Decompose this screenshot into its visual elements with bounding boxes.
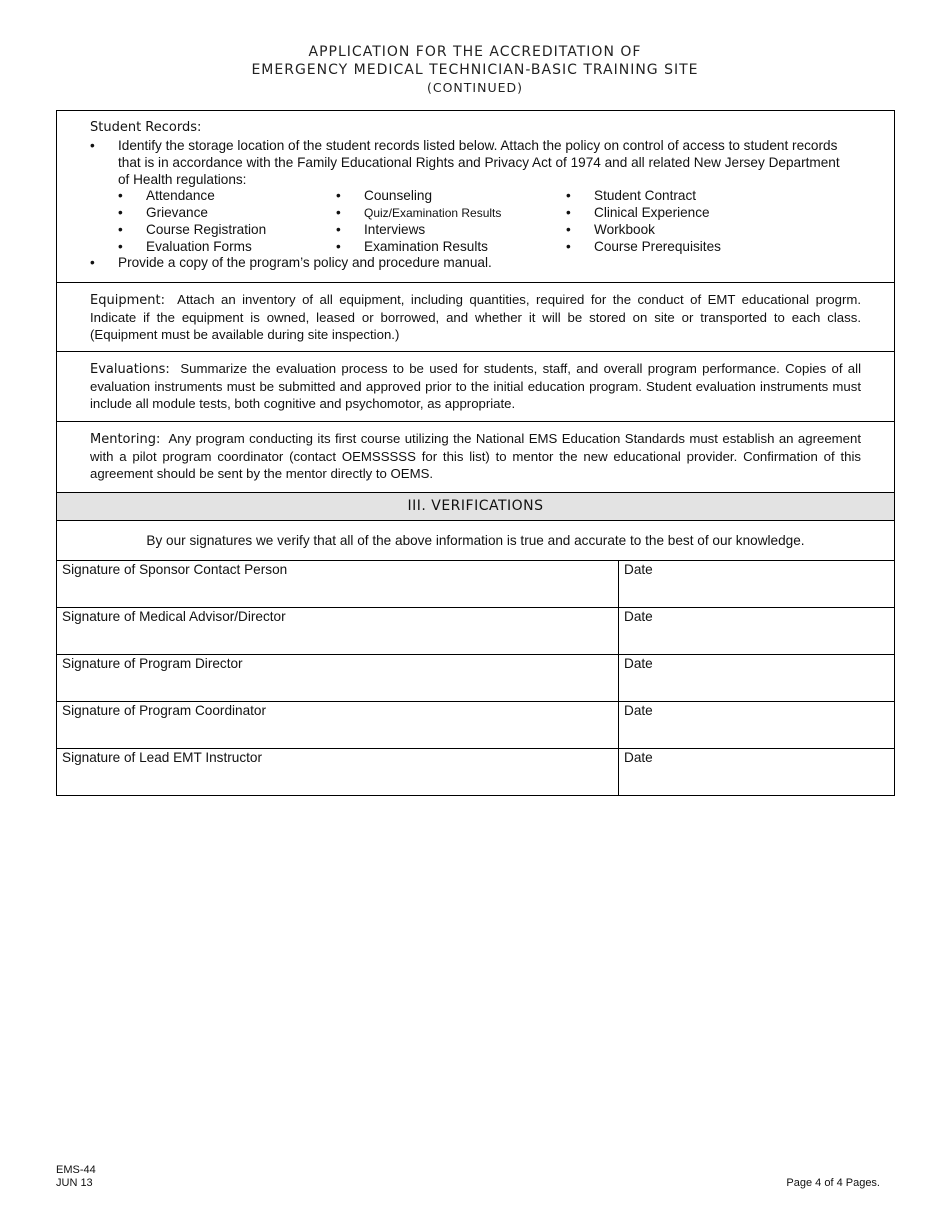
signature-row [57, 702, 894, 749]
date-field[interactable]: Date [624, 703, 653, 718]
form-body [56, 110, 895, 796]
equipment-paragraph: Equipment: Attach an inventory of all equipment, including quantities, required for the conduct of EMT educational progrm. Indicate if the equipment is owned, leased or borrowed, and whether it will be stored on site or transported to each class. (Equipment must be available during site inspection.) [90, 292, 861, 342]
list-item: • Clinical Experience [566, 205, 710, 220]
list-item: • Counseling [336, 188, 433, 203]
list-item: • Workbook [566, 222, 655, 237]
bullet-icon: • [90, 255, 95, 270]
student-records-title: Student Records: [90, 120, 202, 135]
date-field[interactable]: Date [624, 562, 653, 577]
signature-row [57, 561, 894, 608]
signature-field[interactable]: Signature of Program Coordinator [57, 702, 619, 748]
evaluations-section [57, 352, 894, 422]
student-records-bullet-2: • Provide a copy of the program’s policy and procedure manual. [90, 255, 492, 270]
equipment-section [57, 283, 894, 352]
signature-row [57, 749, 894, 796]
signature-row [57, 655, 894, 702]
evaluations-title: Evaluations: [90, 362, 170, 377]
signature-field[interactable]: Signature of Medical Advisor/Director [57, 608, 619, 654]
signature-field[interactable]: Signature of Program Director [57, 655, 619, 701]
list-item: • Interviews [336, 222, 426, 237]
signature-field[interactable]: Signature of Lead EMT Instructor [57, 749, 619, 795]
verifications-heading: III. VERIFICATIONS [57, 493, 894, 521]
equipment-title: Equipment: [90, 293, 165, 308]
date-field[interactable]: Date [624, 656, 653, 671]
mentoring-paragraph: Mentoring: Any program conducting its first course utilizing the National EMS Education Standards must establish an agreement with a pilot program coordinator (contact OEMSSSSS for this list) to mentor the new educational provider. Confirmation of this agreement should be sent by the mentor directly to OEMS. [90, 431, 861, 481]
mentoring-title: Mentoring: [90, 432, 161, 447]
date-field[interactable]: Date [624, 750, 653, 765]
list-item: • Course Registration [118, 222, 267, 237]
form-title-line1: APPLICATION FOR THE ACCREDITATION OF [308, 44, 642, 60]
bullet-icon: • [90, 138, 95, 153]
student-records-bullet-1: • Identify the storage location of the student records listed below. Attach the policy on control of access to student records that is in accordance with the Family Educational Rights and Privacy Act of 1974 and all related New Jersey Department of Health regulations: [90, 138, 840, 187]
evaluations-paragraph: Evaluations: Summarize the evaluation process to be used for students, staff, and overall program performance. Copies of all evaluation instruments must be submitted and approved prior to the initial education program. Student evaluation instruments must include all module tests, both cognitive and psychomotor, as appropriate. [90, 361, 861, 411]
signature-field[interactable]: Signature of Sponsor Contact Person [57, 561, 619, 607]
list-item: • Attendance [118, 188, 215, 203]
list-item: • Evaluation Forms [118, 239, 252, 254]
date-field[interactable]: Date [624, 609, 653, 624]
list-item: • Course Prerequisites [566, 239, 721, 254]
list-item: • Grievance [118, 205, 208, 220]
verification-statement: By our signatures we verify that all of the above information is true and accurate to the best of our knowledge. [57, 521, 894, 561]
form-title-continued: (CONTINUED) [426, 80, 524, 95]
list-item: • Examination Results [336, 239, 488, 254]
signature-row [57, 608, 894, 655]
form-id-footer [56, 1164, 96, 1190]
student-records-section [57, 111, 894, 283]
list-item: • Student Contract [566, 188, 697, 203]
form-id: EMS-44 [56, 1164, 96, 1176]
list-item: • Quiz/Examination Results [336, 205, 502, 220]
form-date: JUN 13 [56, 1177, 93, 1189]
form-title-line2: EMERGENCY MEDICAL TECHNICIAN-BASIC TRAINING SITE [251, 62, 699, 78]
page-number: Page 4 of 4 Pages. [786, 1177, 880, 1189]
mentoring-section [57, 422, 894, 493]
